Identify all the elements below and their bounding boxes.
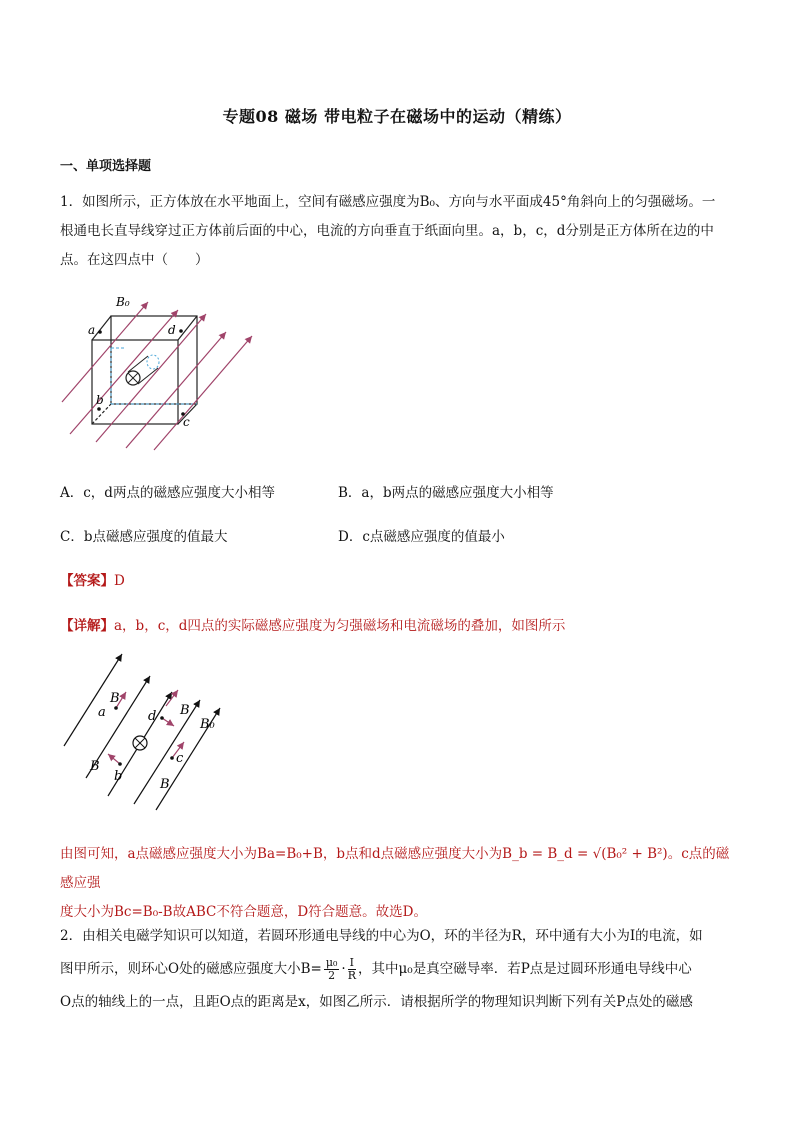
wire-cylinder	[126, 355, 159, 385]
label-d: d	[168, 323, 176, 337]
fig2-label-a: a	[98, 705, 106, 720]
fraction-mu0-over-2: $\frac{\text{μ₀}}{2}$	[325, 956, 338, 982]
question-1-line-2: 根通电长直导线穿过正方体前后面的中心，电流的方向垂直于纸面向里。a，b，c，d分别是正方体所在边的中	[60, 223, 714, 239]
fig2-label-c: c	[176, 751, 184, 766]
conclusion-line-2: 度大小为Bc=B₀-B故ABC不符合题意，D符合题意。故选D。	[60, 904, 428, 920]
fig2-label-b-top: B	[110, 691, 120, 706]
label-b: b	[96, 393, 104, 407]
question-2-stem	[60, 920, 736, 1019]
section-heading: 一、单项选择题	[60, 159, 152, 174]
question-1-line-1: 1．如图所示，正方体放在水平地面上，空间有磁感应强度为B₀、方向与水平面成45°角斜向上的匀强磁场。一	[60, 194, 716, 210]
question-2-line-2a: 图甲所示，则环心O处的磁感应强度大小B=	[60, 961, 322, 977]
fig2-label-b-right: B	[180, 703, 190, 718]
conclusion	[60, 840, 736, 927]
answer-value: D	[114, 573, 125, 589]
fraction-i-over-r: $\frac{I}{R}$	[347, 956, 356, 982]
fig2-label-b-point: b	[114, 769, 123, 784]
fig2-label-d: d	[148, 709, 157, 724]
label-a: a	[88, 323, 96, 337]
question-2-line-3: O点的轴线上的一点，且距O点的距离是x，如图乙所示．请根据所学的物理知识判断下列有关P点处的磁感	[60, 994, 693, 1010]
figure-cube-magnetic-field	[56, 292, 276, 462]
answer-line	[60, 569, 125, 589]
question-2-line-2: 图甲所示，则环心O处的磁感应强度大小B= $\frac{\text{μ₀}}{2}$ · $\frac{I}{R}$ ，其中μ₀是真空磁导率．若P点是过圆环形通电导线中心	[60, 956, 692, 982]
option-d: D．c点磁感应强度的值最小	[338, 529, 505, 545]
question-1-stem	[60, 188, 736, 275]
fig2-label-b-left: B	[90, 759, 100, 774]
fig2-label-b-bottom: B	[160, 777, 170, 792]
option-a: A．c，d两点的磁感应强度大小相等	[60, 485, 275, 501]
detail-tag: 【详解】	[60, 618, 114, 634]
detail-text: a，b，c，d四点的实际磁感应强度为匀强磁场和电流磁场的叠加，如图所示	[114, 618, 566, 634]
page-title: 专题08 磁场 带电粒子在磁场中的运动（精练）	[222, 107, 572, 126]
answer-tag: 【答案】	[60, 573, 114, 589]
option-c: C．b点磁感应强度的值最大	[60, 529, 228, 545]
label-b0: B₀	[116, 295, 130, 309]
question-1-line-3: 点。在这四点中（ ）	[60, 252, 209, 268]
figure-field-superposition	[60, 650, 250, 815]
question-2-line-1: 2．由相关电磁学知识可以知道，若圆环形通电导线的中心为O，环的半径为R，环中通有大小为I的电流，如	[60, 928, 703, 944]
detail-line	[60, 614, 565, 634]
option-b: B．a，b两点的磁感应强度大小相等	[338, 485, 554, 501]
fig2-label-b0: B₀	[200, 717, 215, 732]
conclusion-line-1: 由图可知，a点磁感应强度大小为Ba=B₀+B，b点和d点磁感应强度大小为B_b = B_d = √(B₀² + B²)。c点的磁感应强	[60, 846, 730, 891]
label-c: c	[183, 415, 190, 429]
question-2-line-2b: ，其中μ₀是真空磁导率．若P点是过圆环形通电导线中心	[358, 961, 692, 977]
